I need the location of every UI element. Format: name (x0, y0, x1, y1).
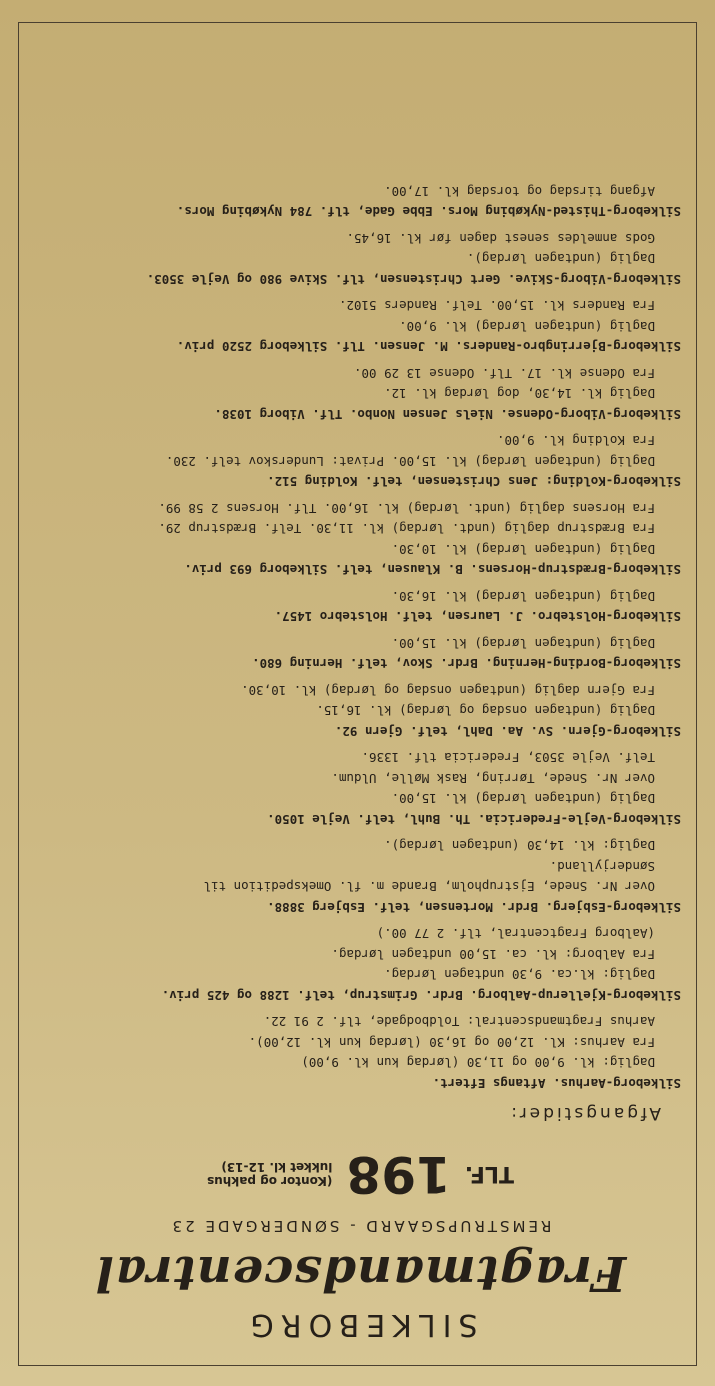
route-entry (40, 633, 681, 674)
route-entry (40, 295, 681, 357)
route-detail: Daglig (undtagen lørdag) kl. 15,00. Privat: Lunderskov telf. 230. (165, 454, 655, 469)
office-hours (207, 1160, 332, 1188)
route-entry (40, 586, 681, 627)
route-entry (40, 835, 681, 917)
route-heading: Silkeborg-Thisted-Nykøbing Mors. Ebbe Gade, tlf. 784 Nykøbing Mors. (176, 204, 681, 220)
route-detail: Daglig (undtagen lørdag) kl. 15,00. (391, 636, 655, 651)
address: REMSTRUPSGAARD - SØNDERGADE 23 (169, 1217, 552, 1235)
route-heading: Silkeborg-Viborg-Odense. Niels Jensen Nonbo. Tlf. Viborg 1038. (214, 407, 681, 422)
route-detail: Daglig: kl. 9,00 og 11,30 (lørdag kun kl. 9,00) (301, 1055, 655, 1071)
route-detail: Daglig (undtagen lørdag). (466, 251, 655, 267)
route-detail: Daglig: kl.ca. 9,30 undtagen lørdag. (384, 967, 655, 983)
route-detail: Sønderjylland. (549, 859, 655, 874)
route-heading: Silkeborg-Kolding: Jens Christensen, telf. Kolding 512. (267, 474, 681, 490)
route-heading: Silkeborg-Bording-Herning. Brdr. Skov, telf. Herning 680. (252, 656, 681, 672)
route-detail: Fra Brædstrup daglig (undt. lørdag) kl. 11,30. Telf. Brædstrup 29. (158, 521, 655, 537)
route-detail: Fra Horsens daglig (undt. lørdag) kl. 16,00. Tlf. Horsens 2 58 99. (158, 501, 655, 516)
route-detail: Fra Aarhus: Kl. 12,00 og 16,30 (lørdag kun kl. 12,00). (248, 1035, 655, 1050)
route-entry (40, 363, 681, 425)
route-detail: Daglig (undtagen lørdag) kl. 15,00. (391, 791, 655, 807)
route-detail: Over Nr. Snede, Tørring, Rask Mølle, Uldum. (331, 771, 655, 786)
phone-label: TLF. (464, 1161, 514, 1187)
route-heading: Silkeborg-Kjellerup-Aalborg. Brdr. Grimstrup, telf. 1288 og 425 priv. (161, 988, 681, 1003)
route-detail: Daglig kl. 14,30, dog lørdag kl. 12. (384, 386, 655, 402)
route-detail: Fra Gjern daglig (undtagen onsdag og lørdag) kl. 10,30. (241, 683, 655, 698)
city-name: SILKEBORG (243, 1307, 478, 1342)
route-detail: Afgang tirsdag og torsdag kl. 17,00. (384, 184, 655, 199)
route-entry (40, 430, 681, 492)
route-detail: Fra Kolding kl. 9,00. (496, 433, 655, 449)
route-detail: Daglig (undtagen lørdag) kl. 10,30. (391, 542, 655, 557)
route-detail: Daglig: kl. 14,30 (undtagen lørdag). (384, 838, 655, 854)
route-heading: Silkeborg-Vejle-Fredericia. Th. Buhl, telf. Vejle 1050. (267, 812, 681, 827)
route-detail: Over Nr. Snede, Ejstrupholm, Brande m. fl. Omekspedition til (203, 879, 655, 895)
route-detail: Fra Odense kl. 17. Tlf. Odense 13 29 00. (353, 366, 655, 381)
route-heading: Silkeborg-Gjern. Sv. Aa. Dahl, telf. Gjern 92. (334, 724, 681, 739)
route-detail: Daglig (undtagen lørdag) kl. 16,30. (391, 589, 655, 604)
phone-block (40, 1145, 681, 1203)
route-entry (40, 1011, 681, 1093)
office-hours-line: lukket kl. 12-13) (221, 1160, 333, 1174)
route-heading: Silkeborg-Aarhus. Aftangs Eftert. (432, 1076, 681, 1091)
route-entry (40, 747, 681, 829)
route-detail: Telf. Vejle 3503, Fredericia tlf. 1336. (361, 750, 655, 766)
route-detail: Fra Randers kl. 15,00. Telf. Randers 5102. (338, 298, 655, 314)
ad-content (40, 175, 681, 1351)
route-entry (40, 228, 681, 290)
route-entry (40, 923, 681, 1005)
route-entry (40, 680, 681, 742)
route-list (40, 181, 681, 1094)
route-detail: Daglig (undtagen onsdag og lørdag) kl. 16,15. (316, 703, 655, 719)
route-detail: (Aalborg Fragtcentral, tlf. 2 77 00.) (376, 926, 655, 942)
route-detail: Gods anmeldes senest dagen før kl. 16,45. (346, 231, 655, 246)
route-detail: Fra Aalborg: kl. ca. 15,00 undtagen lørdag. (331, 947, 655, 962)
brand-name: Fragtmandscentral (94, 1245, 627, 1301)
route-entry (40, 498, 681, 580)
office-hours-line: (Kontor og pakhus (207, 1174, 333, 1188)
route-heading: Silkeborg-Bjerringbro-Randers. M. Jensen. Tlf. Silkeborg 2520 priv. (176, 339, 681, 355)
route-heading: Silkeborg-Esbjerg. Brdr. Mortensen, telf. Esbjerg 3888. (267, 900, 681, 915)
route-heading: Silkeborg-Brædstrup-Horsens. B. Klausen, telf. Silkeborg 693 priv. (184, 562, 681, 578)
section-title: Afgangstider: (508, 1103, 661, 1123)
route-heading: Silkeborg-Holstebro. J. Laursen, telf. Holstebro 1457. (274, 609, 681, 625)
route-entry (40, 181, 681, 222)
route-heading: Silkeborg-Viborg-Skive. Gert Christensen, tlf. Skive 980 og Vejle 3503. (146, 272, 681, 287)
route-detail: Daglig (undtagen lørdag) kl. 9,00. (399, 319, 655, 334)
route-detail: Aarhus Fragtmandscentral: Toldbodgade, tlf. 2 91 22. (263, 1014, 655, 1030)
phone-number: 198 (346, 1145, 451, 1203)
